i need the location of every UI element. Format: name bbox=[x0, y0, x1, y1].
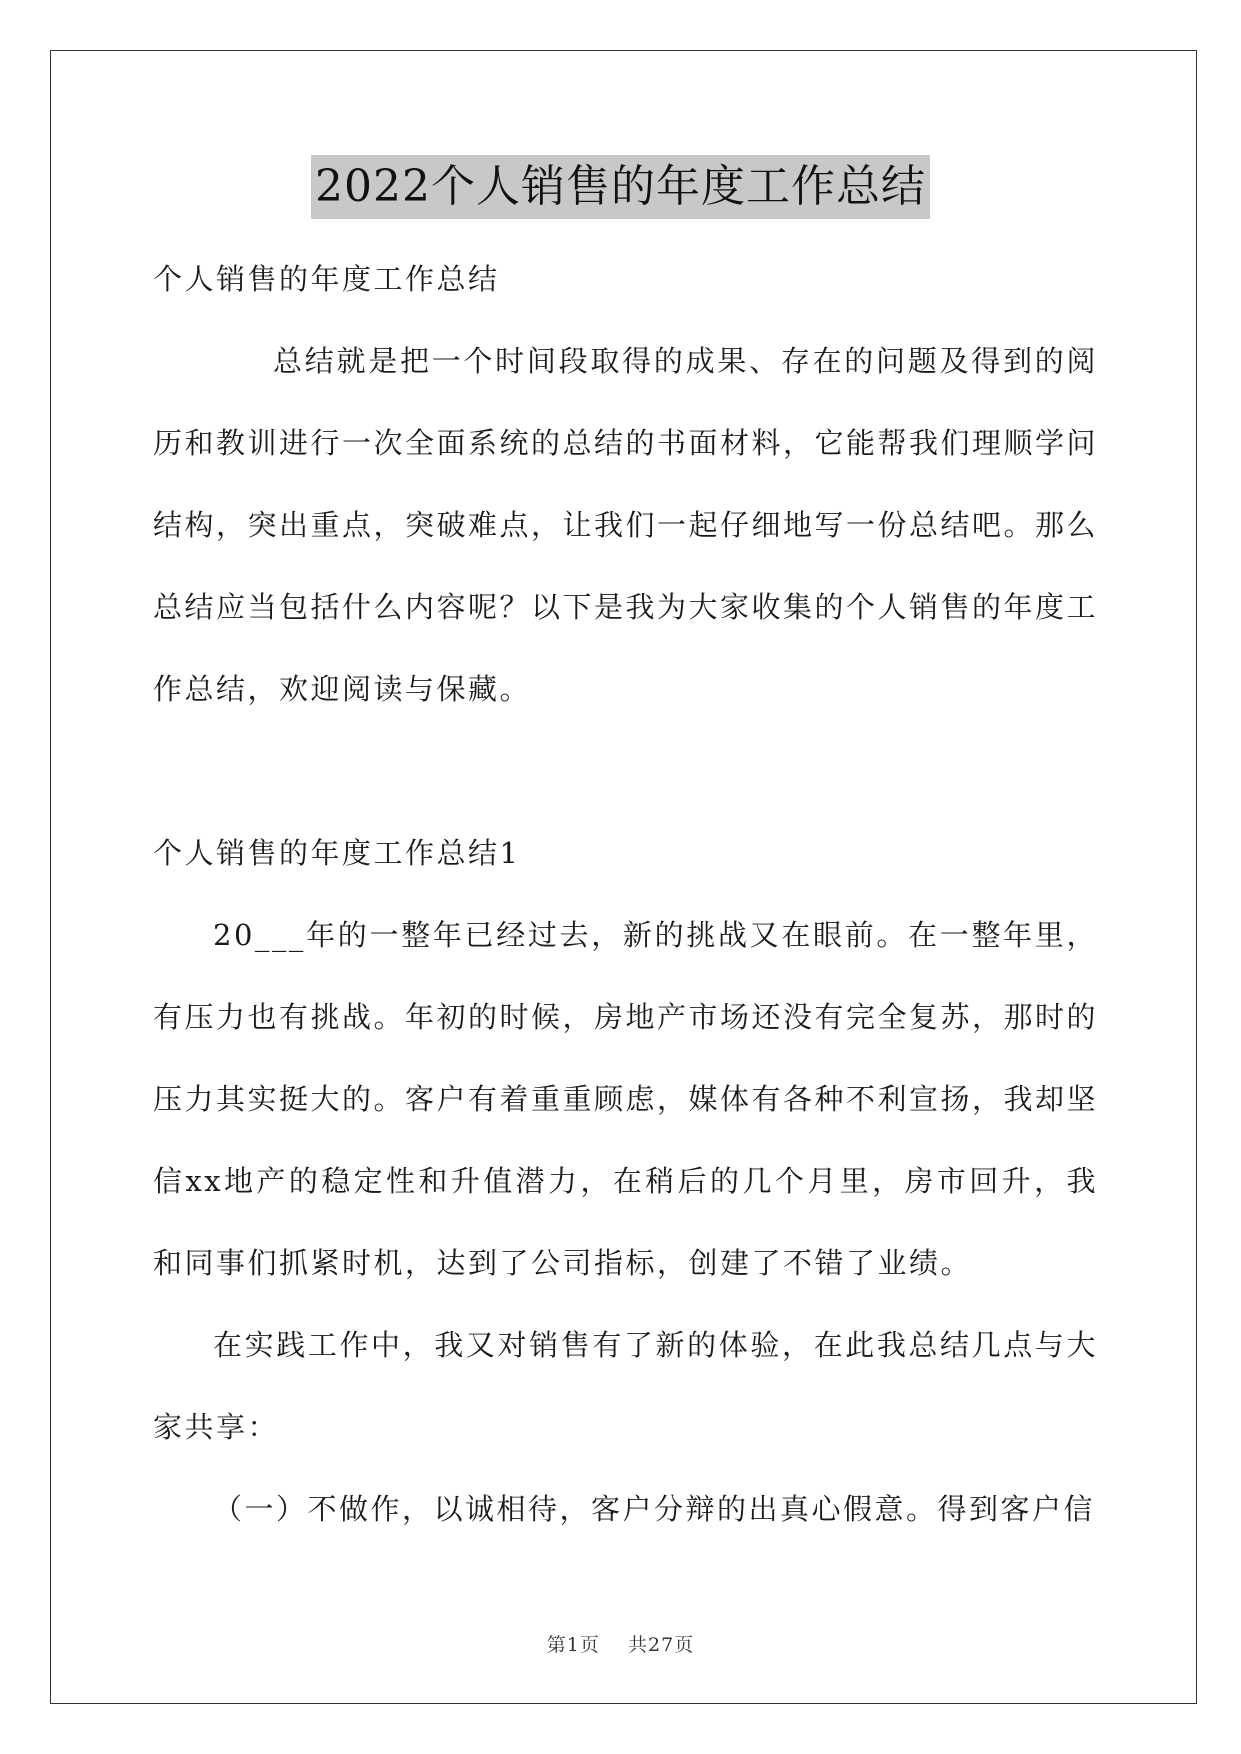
intro-paragraph: 总结就是把一个时间段取得的成果、存在的问题及得到的阅历和教训进行一次全面系统的总结的书面材料，它能帮我们理顺学问结构，突出重点，突破难点，让我们一起仔细地写一份总结吧。那么总结应当包括什么内容呢？以下是我为大家收集的个人销售的年度工作总结，欢迎阅读与保藏。 bbox=[153, 344, 1099, 706]
body-paragraph: 20___年的一整年已经过去，新的挑战又在眼前。在一整年里，有压力也有挑战。年初的时候，房地产市场还没有完全复苏，那时的压力其实挺大的。客户有着重重顾虑，媒体有各种不利宣扬，我却坚信xx地产的稳定性和升值潜力，在稍后的几个月里，房市回升，我和同事们抓紧时机，达到了公司指标，创建了不错了业绩。 bbox=[153, 918, 1099, 1280]
document-body bbox=[153, 238, 1098, 1550]
page-number: 第1页 bbox=[546, 1634, 600, 1656]
section-heading: 个人销售的年度工作总结 bbox=[153, 262, 500, 296]
body-paragraph: （一）不做作，以诚相待，客户分辩的出真心假意。得到客户信 bbox=[213, 1492, 1096, 1526]
paragraph-gap bbox=[153, 730, 1098, 812]
document-title: 2022个人销售的年度工作总结 bbox=[311, 155, 930, 219]
title-container bbox=[0, 155, 1241, 219]
body-paragraph: 在实践工作中，我又对销售有了新的体验，在此我总结几点与大家共享： bbox=[153, 1328, 1098, 1444]
section-heading: 个人销售的年度工作总结1 bbox=[153, 836, 521, 870]
page-total: 共27页 bbox=[628, 1634, 695, 1656]
page-footer bbox=[0, 1630, 1241, 1657]
